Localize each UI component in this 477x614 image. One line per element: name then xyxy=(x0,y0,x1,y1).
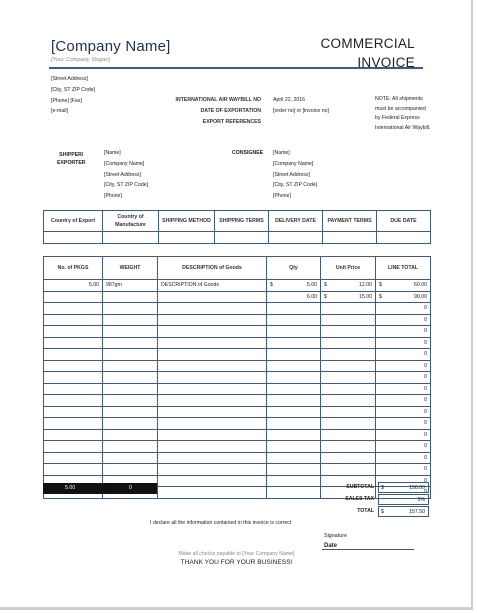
pkgs-cell[interactable] xyxy=(44,372,103,384)
qty-cell[interactable] xyxy=(267,314,321,326)
delivery-date-cell[interactable] xyxy=(269,232,323,244)
pkgs-cell[interactable] xyxy=(44,383,103,395)
total-label: TOTAL xyxy=(357,508,374,514)
unit-price-cell[interactable] xyxy=(321,395,376,407)
col-weight: WEIGHT xyxy=(103,257,158,280)
unit-price-cell[interactable] xyxy=(321,291,376,303)
qty-cell[interactable] xyxy=(267,303,321,315)
qty-cell[interactable] xyxy=(267,441,321,453)
weight-cell[interactable] xyxy=(103,291,158,303)
cell-value: 6.00 xyxy=(306,293,317,300)
address-city: [City, ST ZIP Code] xyxy=(51,86,96,93)
weight-cell[interactable] xyxy=(103,441,158,453)
pkgs-cell[interactable] xyxy=(44,464,103,476)
table-row xyxy=(44,441,431,453)
description-cell[interactable] xyxy=(158,429,267,441)
col-due-date: DUE DATE xyxy=(377,211,431,232)
items-table xyxy=(43,256,431,499)
address-street: [Street Address] xyxy=(51,76,88,82)
cell-value: DESCRIPTION of Goods xyxy=(161,282,219,289)
description-cell[interactable] xyxy=(158,314,267,326)
cell-value: 5.00 xyxy=(306,282,317,289)
line-total-cell xyxy=(376,280,431,292)
weight-cell[interactable] xyxy=(103,326,158,338)
line-total-cell xyxy=(376,326,431,338)
description-cell[interactable] xyxy=(158,452,267,464)
export-date-value[interactable]: April 22, 2016 xyxy=(273,97,306,103)
description-cell[interactable] xyxy=(158,395,267,407)
subtotal-label: SUBTOTAL xyxy=(346,484,374,490)
unit-price-cell[interactable] xyxy=(321,349,376,361)
description-cell[interactable] xyxy=(158,303,267,315)
cell-value: 0 xyxy=(424,339,427,346)
qty-cell[interactable] xyxy=(267,291,321,303)
subtotal-value: 150.00 xyxy=(409,485,425,491)
description-cell[interactable] xyxy=(158,418,267,430)
table-row xyxy=(44,349,431,361)
description-cell[interactable] xyxy=(158,406,267,418)
pkgs-cell[interactable] xyxy=(44,441,103,453)
col-qty: Qty xyxy=(267,257,321,280)
weight-cell[interactable] xyxy=(103,337,158,349)
col-country-manufacture: Country of Manufacture xyxy=(103,211,159,232)
shipping-method-cell[interactable] xyxy=(159,232,215,244)
col-country-export: Country of Export xyxy=(44,211,103,232)
unit-price-cell[interactable] xyxy=(321,429,376,441)
weight-cell[interactable] xyxy=(103,395,158,407)
pkgs-cell[interactable] xyxy=(44,303,103,315)
pkgs-cell[interactable] xyxy=(44,418,103,430)
table-row xyxy=(44,303,431,315)
line-total-cell xyxy=(376,383,431,395)
company-address xyxy=(51,74,95,117)
sales-tax-value: 5% xyxy=(417,497,425,503)
weight-cell[interactable] xyxy=(103,303,158,315)
shipper-phone[interactable]: [Phone] xyxy=(104,193,122,200)
pkgs-cell[interactable] xyxy=(44,314,103,326)
qty-cell[interactable] xyxy=(267,406,321,418)
pkgs-total: 5.00 xyxy=(65,485,76,491)
unit-price-cell[interactable] xyxy=(321,452,376,464)
line-total-cell xyxy=(376,314,431,326)
date-label: Date xyxy=(324,543,338,549)
cell-value: 0 xyxy=(424,477,427,484)
col-unit-price: Unit Price xyxy=(321,257,376,280)
pkgs-cell[interactable] xyxy=(44,406,103,418)
unit-price-cell[interactable] xyxy=(321,464,376,476)
unit-price-cell[interactable] xyxy=(321,337,376,349)
description-cell[interactable] xyxy=(158,475,267,487)
cell-value: 0 xyxy=(424,466,427,473)
cell-value: 0 xyxy=(424,374,427,381)
qty-cell[interactable] xyxy=(267,360,321,372)
subtotal-box xyxy=(378,482,429,496)
pkgs-cell[interactable] xyxy=(44,395,103,407)
line-total-cell xyxy=(376,360,431,372)
table-row xyxy=(44,326,431,338)
line-total-cell xyxy=(376,303,431,315)
qty-cell[interactable] xyxy=(267,418,321,430)
table-row xyxy=(44,280,431,292)
cell-value: 0 xyxy=(424,408,427,415)
shipper-street[interactable]: [Street Address] xyxy=(104,171,141,178)
cell-value: 0 xyxy=(424,443,427,450)
shipper-label-line2: EXPORTER xyxy=(57,160,86,166)
price-currency: $ xyxy=(324,293,327,300)
qty-cell[interactable] xyxy=(267,349,321,361)
table-row xyxy=(44,372,431,384)
totals-bar xyxy=(43,483,157,494)
qty-cell[interactable] xyxy=(267,326,321,338)
subtotal-currency: $ xyxy=(381,485,384,491)
consignee-phone[interactable]: [Phone] xyxy=(273,193,291,200)
due-date-cell[interactable] xyxy=(377,232,431,244)
invoice-title-line2: INVOICE xyxy=(357,55,415,70)
cell-value: 0 xyxy=(424,362,427,369)
pkgs-cell[interactable] xyxy=(44,337,103,349)
qty-cell[interactable] xyxy=(267,280,321,292)
payable-note: Make all checks payable to [Your Company Name] xyxy=(178,551,295,557)
line-total-cell xyxy=(376,406,431,418)
shipper-details xyxy=(104,148,148,202)
export-details-table xyxy=(43,210,431,244)
table-row xyxy=(44,314,431,326)
thank-you-note: THANK YOU FOR YOUR BUSINESS! xyxy=(180,559,293,566)
cell-value: 0 xyxy=(424,328,427,335)
table-row xyxy=(44,360,431,372)
line-total-cell xyxy=(376,349,431,361)
pkgs-cell[interactable] xyxy=(44,452,103,464)
qty-cell[interactable] xyxy=(267,452,321,464)
col-pkgs: No. of PKGS xyxy=(44,257,103,280)
unit-price-cell[interactable] xyxy=(321,406,376,418)
line-total-cell xyxy=(376,395,431,407)
cell-value: 0 xyxy=(424,454,427,461)
weight-cell[interactable] xyxy=(103,406,158,418)
unit-price-cell[interactable] xyxy=(321,360,376,372)
table-row xyxy=(44,337,431,349)
cell-value: 12.00 xyxy=(359,282,372,289)
table-row xyxy=(44,383,431,395)
address-email: [e-mail] xyxy=(51,108,69,115)
col-shipping-method: SHIPPING METHOD xyxy=(159,211,215,232)
description-cell[interactable] xyxy=(158,487,267,499)
weight-cell[interactable] xyxy=(103,360,158,372)
col-description: DESCRIPTION of Goods xyxy=(158,257,267,280)
unit-price-cell[interactable] xyxy=(321,280,376,292)
shipper-label xyxy=(57,151,86,167)
consignee-label: CONSIGNEE xyxy=(232,150,264,156)
weight-cell[interactable] xyxy=(103,418,158,430)
weight-cell[interactable] xyxy=(103,383,158,395)
price-currency: $ xyxy=(324,282,327,289)
line-total-cell xyxy=(376,452,431,464)
consignee-details xyxy=(273,148,317,202)
line-total-cell xyxy=(376,441,431,453)
total-box xyxy=(378,506,429,517)
unit-price-cell[interactable] xyxy=(321,418,376,430)
pkgs-cell[interactable] xyxy=(44,429,103,441)
export-details-row xyxy=(44,232,431,244)
table-row xyxy=(44,406,431,418)
total-currency: $ xyxy=(379,282,382,289)
cell-value: 5.00 xyxy=(88,282,99,289)
pkgs-cell[interactable] xyxy=(44,280,103,292)
cell-value: 60.00 xyxy=(414,282,427,289)
description-cell[interactable] xyxy=(158,383,267,395)
shipper-label-line1: SHIPPER/ xyxy=(59,152,84,158)
pkgs-cell[interactable] xyxy=(44,326,103,338)
qty-cell[interactable] xyxy=(267,383,321,395)
sales-tax-box[interactable] xyxy=(378,494,429,505)
table-row xyxy=(44,429,431,441)
description-cell[interactable] xyxy=(158,464,267,476)
qty-cell[interactable] xyxy=(267,475,321,487)
consignee-street[interactable]: [Street Address] xyxy=(273,171,310,178)
line-total-cell xyxy=(376,464,431,476)
sales-tax-label: SALES TAX xyxy=(345,496,374,502)
signature-label: Signature xyxy=(324,533,348,539)
pkgs-cell[interactable] xyxy=(44,360,103,372)
consignee-city[interactable]: [City, ST ZIP Code] xyxy=(273,182,318,189)
description-cell[interactable] xyxy=(158,372,267,384)
description-cell[interactable] xyxy=(158,326,267,338)
weight-cell[interactable] xyxy=(103,452,158,464)
consignee-name[interactable]: [Name] xyxy=(273,150,290,156)
cell-value: 0 xyxy=(424,351,427,358)
export-date-label: DATE OF EXPORTATION xyxy=(200,107,261,114)
qty-cell[interactable] xyxy=(267,429,321,441)
invoice-title-line1: COMMERCIAL xyxy=(320,36,415,51)
unit-price-cell[interactable] xyxy=(321,303,376,315)
col-delivery-date: DELIVERY DATE xyxy=(269,211,323,232)
qty-currency: $ xyxy=(270,282,273,289)
table-row xyxy=(44,464,431,476)
unit-price-cell[interactable] xyxy=(321,383,376,395)
line-total-cell xyxy=(376,337,431,349)
cell-value: 0 xyxy=(424,397,427,404)
table-row xyxy=(44,452,431,464)
description-cell[interactable] xyxy=(158,337,267,349)
qty-cell[interactable] xyxy=(267,487,321,499)
qty-cell[interactable] xyxy=(267,395,321,407)
shipper-company[interactable]: [Company Name] xyxy=(104,160,145,167)
unit-price-cell[interactable] xyxy=(321,441,376,453)
col-payment-terms: PAYMENT TERMS xyxy=(323,211,377,232)
cell-value: 90.00 xyxy=(414,293,427,300)
cell-value: 987gm xyxy=(106,282,122,289)
description-cell[interactable] xyxy=(158,349,267,361)
table-row xyxy=(44,291,431,303)
weight-cell[interactable] xyxy=(103,429,158,441)
company-name: [Company Name] xyxy=(51,38,171,55)
total-value: 157.50 xyxy=(409,509,425,515)
company-slogan: [Your Company Slogan] xyxy=(51,57,111,63)
cell-value: 0 xyxy=(424,385,427,392)
payment-terms-cell[interactable] xyxy=(323,232,377,244)
line-total-cell xyxy=(376,429,431,441)
address-phone: [Phone] [Fax] xyxy=(51,97,82,104)
cell-value: 0 xyxy=(424,420,427,427)
line-total-cell xyxy=(376,418,431,430)
shipper-city[interactable]: [City, ST ZIP Code] xyxy=(104,182,149,189)
waybill-label: INTERNATIONAL AIR WAYBILL NO xyxy=(175,97,261,103)
col-line-total: LINE TOTAL xyxy=(376,257,431,280)
unit-price-cell[interactable] xyxy=(321,326,376,338)
shipping-values xyxy=(273,95,329,117)
country-export-cell[interactable] xyxy=(44,232,103,244)
cell-value: 0 xyxy=(424,489,427,496)
cell-value: 0 xyxy=(424,431,427,438)
description-cell[interactable] xyxy=(158,441,267,453)
table-row xyxy=(44,418,431,430)
pkgs-cell[interactable] xyxy=(44,291,103,303)
weight-cell[interactable] xyxy=(103,372,158,384)
signature-line[interactable] xyxy=(322,549,414,550)
cell-value: 0 xyxy=(424,316,427,323)
qty-cell[interactable] xyxy=(267,372,321,384)
items-body xyxy=(44,280,431,499)
qty-cell[interactable] xyxy=(267,337,321,349)
shipping-terms-cell[interactable] xyxy=(215,232,269,244)
line-total-cell xyxy=(376,291,431,303)
country-manufacture-cell[interactable] xyxy=(103,232,159,244)
cell-value: 0 xyxy=(424,305,427,312)
table-row xyxy=(44,395,431,407)
shipper-name[interactable]: [Name] xyxy=(104,150,121,156)
description-cell[interactable] xyxy=(158,360,267,372)
unit-price-cell[interactable] xyxy=(321,314,376,326)
description-cell[interactable] xyxy=(158,291,267,303)
total-currency: $ xyxy=(381,509,384,515)
description-cell[interactable] xyxy=(158,280,267,292)
weight-cell[interactable] xyxy=(103,314,158,326)
declaration-text: I declare all the information contained in this invoice is correct xyxy=(150,520,292,526)
consignee-company[interactable]: [Company Name] xyxy=(273,160,314,167)
weight-cell[interactable] xyxy=(103,280,158,292)
export-ref-value[interactable]: [order no] or [invoice no] xyxy=(273,107,329,114)
export-ref-label: EXPORT REFERENCES xyxy=(202,118,261,125)
cell-value: 15.00 xyxy=(359,293,372,300)
line-total-cell xyxy=(376,372,431,384)
weight-cell[interactable] xyxy=(103,349,158,361)
col-shipping-terms: SHIPPING TERMS xyxy=(215,211,269,232)
fedex-note: NOTE: All shipments must be accompanied by Federal Express International Air Waybill. xyxy=(375,96,431,131)
weight-cell[interactable] xyxy=(103,464,158,476)
shipping-labels xyxy=(176,95,262,127)
pkgs-cell[interactable] xyxy=(44,349,103,361)
qty-cell[interactable] xyxy=(267,464,321,476)
total-currency: $ xyxy=(379,293,382,300)
weight-total: 0 xyxy=(129,485,132,491)
unit-price-cell[interactable] xyxy=(321,372,376,384)
